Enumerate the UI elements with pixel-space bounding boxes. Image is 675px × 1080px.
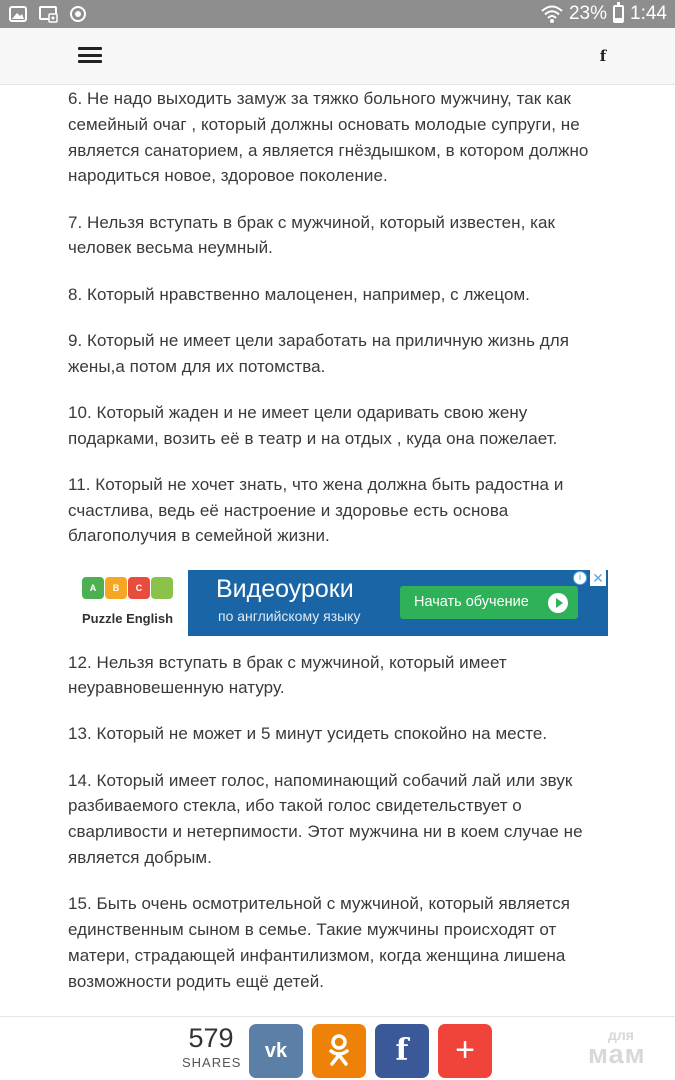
image-icon: [8, 4, 28, 24]
share-bar: [0, 1016, 675, 1080]
article-body: [68, 86, 613, 1015]
share-count: 579: [188, 1023, 234, 1053]
status-icons-left: [8, 4, 88, 24]
puzzle-piece: A: [82, 577, 104, 599]
ad-title: Видеоуроки: [216, 574, 354, 603]
odnoklassniki-share-button[interactable]: [312, 1024, 366, 1078]
status-icons-right: [541, 2, 667, 26]
sync-icon: [68, 4, 88, 24]
ad-cta-label: Начать обучение: [414, 593, 529, 610]
paragraph: 9. Который не имеет цели заработать на приличную жизнь для жены,а потом для их потомства.: [68, 330, 569, 376]
paragraph: 7. Нельзя вступать в брак с мужчиной, который известен, как человек весьма неумный.: [68, 212, 555, 258]
play-icon: [548, 593, 568, 613]
paragraph: 14. Который имеет голос, напоминающий собачий лай или звук разбиваемого стекла, ибо такой голос свидетельствует о сварливости и нетерпимости. Этот мужчина ни в коем случае не является добрым.: [68, 770, 583, 868]
clock: 1:44: [630, 3, 667, 24]
odnoklassniki-icon: [312, 1024, 366, 1078]
status-bar: [0, 0, 675, 28]
ad-close-icon[interactable]: ✕: [590, 570, 606, 586]
ad-logo[interactable]: [80, 570, 188, 636]
vk-icon: vk: [264, 1040, 288, 1062]
ad-subtitle: по английскому языку: [218, 607, 361, 624]
more-share-button[interactable]: [438, 1024, 492, 1078]
ad-logo-text: Puzzle English: [82, 610, 174, 626]
paragraph: 12. Нельзя вступать в брак с мужчиной, который имеет неуравновешенную натуру.: [68, 652, 507, 698]
share-counter: [182, 1023, 240, 1070]
logo-big-text: мам: [588, 1039, 646, 1069]
facebook-share-icon: f: [395, 1033, 409, 1068]
puzzle-piece: [151, 577, 173, 599]
battery-percent: 23%: [568, 3, 608, 24]
paragraph: 8. Который нравственно малоценен, например, с лжецом.: [68, 284, 530, 304]
site-logo: [588, 1027, 668, 1077]
hamburger-menu-icon[interactable]: [78, 45, 102, 65]
battery-level: [615, 18, 622, 21]
plus-icon: +: [455, 1031, 475, 1069]
facebook-share-button[interactable]: [375, 1024, 429, 1078]
paragraph: 6. Не надо выходить замуж за тяжко больного мужчину, так как семейный очаг , который должны основать молодые супруги, не является санаторием, а является гнёздышком, в котором должно народиться новое, здоровое поколение.: [68, 89, 589, 186]
wifi-icon: [541, 4, 563, 24]
site-header: [0, 28, 675, 85]
ad-cta-button[interactable]: [400, 586, 578, 619]
vk-share-button[interactable]: [249, 1024, 303, 1078]
ad-info-icon[interactable]: i: [573, 571, 587, 585]
share-label: SHARES: [182, 1055, 242, 1070]
paragraph: 13. Который не может и 5 минут усидеть спокойно на месте.: [68, 724, 548, 744]
paragraph: 10. Который жаден и не имеет цели одаривать свою жену подарками, возить её в театр и на отдых , куда она пожелает.: [68, 402, 558, 448]
paragraph: 15. Быть очень осмотрительной с мужчиной, который является единственным сыном в семье. Такие мужчины происходят от матери, страдающей инфантилизмом, когда женщина лишена возможности родить ещё детей.: [68, 894, 571, 991]
ad-banner-body[interactable]: [188, 570, 608, 636]
battery-icon: [613, 5, 624, 23]
advertisement-banner[interactable]: [80, 570, 625, 636]
facebook-icon[interactable]: f: [599, 47, 607, 65]
puzzle-logo-icon: [82, 577, 174, 599]
cast-icon: [38, 4, 58, 24]
paragraph: 11. Который не хочет знать, что жена должна быть радостна и счастлива, ведь её настроение и здоровье есть основа благополучия в семейной жизни.: [68, 474, 564, 546]
logo-small-text: для: [608, 1027, 634, 1043]
puzzle-piece: C: [128, 577, 150, 599]
puzzle-piece: B: [105, 577, 127, 599]
